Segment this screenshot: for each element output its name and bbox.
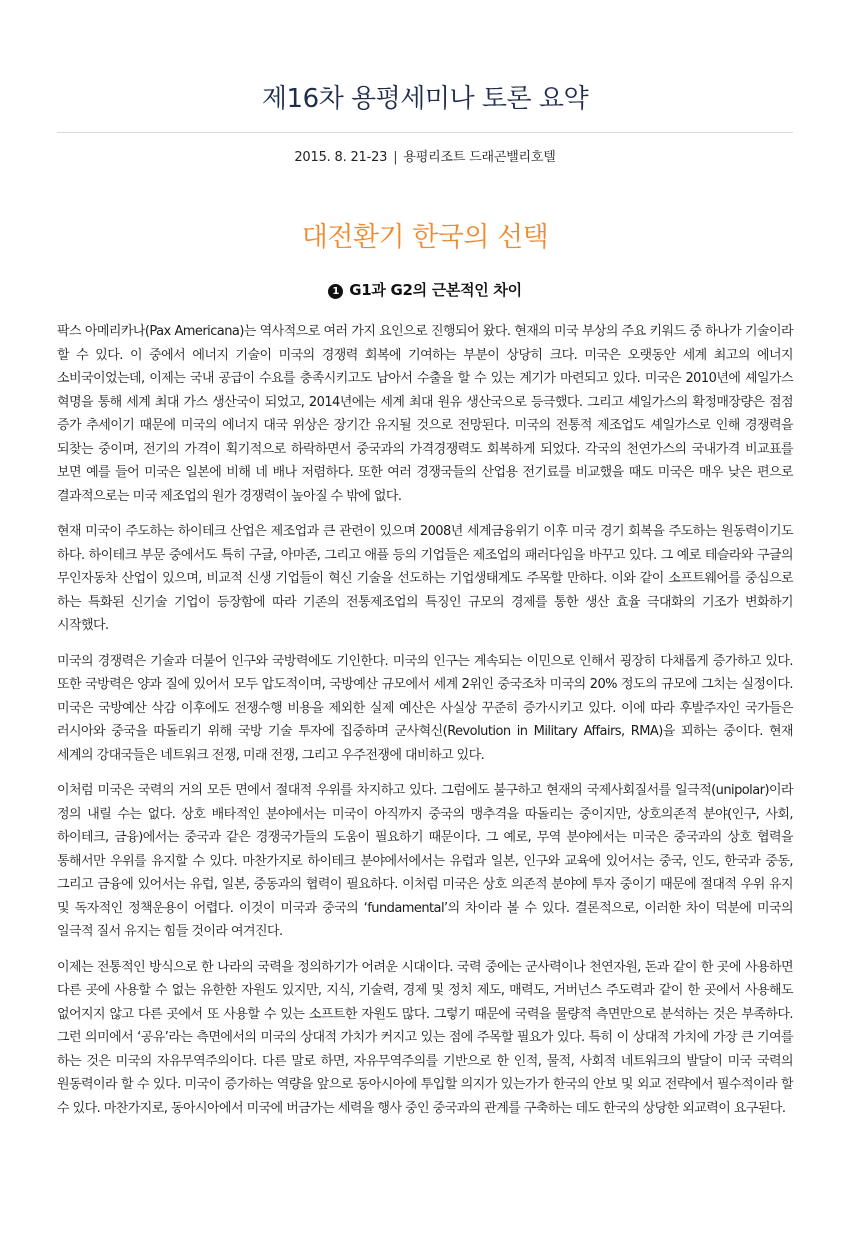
paragraph: 미국의 경쟁력은 기술과 더불어 인구와 국방력에도 기인한다. 미국의 인구는 계속되는 이민으로 인해서 굉장히 다채롭게 증가하고 있다. 또한 국방력은 양과 질에 있어서 모두 압도적이며, 국방예산 규모에서 세계 2위인 중국조차 미국의 20% 정도의 규모에 그치는 실정이다. 미국은 국방예산 삭감 이후에도 전쟁수행 비용을 제외한 실제 예산은 사실상 꾸준히 증가시키고 있다. 이에 따라 후발주자인 국가들은 러시아와 중국을 따돌리기 위해 국방 기술 투자에 집중하며 군사혁신(Revolution in Military Affairs, RMA)을 꾀하는 중이다. 현재 세계의 강대국들은 네트워크 전쟁, 미래 전쟁, 그리고 우주전쟁에 대비하고 있다. xyxy=(57,653,793,763)
paragraph: 이제는 전통적인 방식으로 한 나라의 국력을 정의하기가 어려운 시대이다. 국력 중에는 군사력이나 천연자원, 돈과 같이 한 곳에 사용하면 다른 곳에 사용할 수 없는 유한한 자원도 있지만, 지식, 기술력, 경제 및 정치 제도, 매력도, 거버넌스 주도력과 같이 한 곳에서 사용해도 없어지지 않고 다른 곳에서 또 사용할 수 있는 소프트한 자원도 많다. 그렇기 때문에 국력을 물량적 측면만으로 분석하는 것은 부족하다. 그런 의미에서 ‘공유’라는 측면에서의 미국의 상대적 가치가 커지고 있는 점에 주목할 필요가 있다. 특히 이 상대적 가치에 가장 큰 기여를 하는 것은 미국의 자유무역주의이다. 다른 말로 하면, 자유무역주의를 기반으로 한 인적, 물적, 사회적 네트워크의 발달이 미국 국력의 원동력이라 할 수 있다. 미국이 증가하는 역량을 앞으로 동아시아에 투입할 의지가 있는가가 한국의 안보 및 외교 전략에서 필수적이라 할 수 있다. 마찬가지로, 동아시아에서 미국에 버금가는 세력을 행사 중인 중국과의 관계를 구축하는 데도 한국의 상당한 외교력이 요구된다. xyxy=(57,959,793,1116)
meta-separator: | xyxy=(393,150,398,165)
document-page xyxy=(57,0,793,1132)
section-heading-text: G1과 G2의 근본적인 차이 xyxy=(349,281,522,299)
event-venue: 용평리조트 드래곤밸리호텔 xyxy=(403,150,556,165)
event-meta xyxy=(57,149,793,167)
paragraph: 현재 미국이 주도하는 하이테크 산업은 제조업과 큰 관련이 있으며 2008년 세계금융위기 이후 미국 경기 회복을 주도하는 원동력이기도 하다. 하이테크 부문 중에서도 특히 구글, 아마존, 그리고 애플 등의 기업들은 제조업의 패러다임을 바꾸고 있다. 그 예로 테슬라와 구글의 무인자동차 산업이 있으며, 비교적 신생 기업들이 혁신 기술을 선도하는 기업생태계도 주목할 만하다. 이와 같이 소프트웨어를 중심으로 하는 특화된 신기술 기업이 등장함에 따라 기존의 전통제조업의 특징인 규모의 경제를 통한 생산 효율 극대화의 기조가 변화하기 시작했다. xyxy=(57,524,793,633)
section-number-badge: 1 xyxy=(328,284,343,299)
document-title: 제16차 용평세미나 토론 요약 xyxy=(261,84,589,114)
section-heading xyxy=(57,280,793,300)
main-title: 대전환기 한국의 선택 xyxy=(301,222,549,253)
event-date: 2015. 8. 21-23 xyxy=(294,150,388,165)
paragraph: 팍스 아메리카나(Pax Americana)는 역사적으로 여러 가지 요인으로 진행되어 왔다. 현재의 미국 부상의 주요 키워드 중 하나가 기술이라 할 수 있다. 이 중에서 에너지 기술이 미국의 경쟁력 회복에 기여하는 부분이 상당히 크다. 미국은 오랫동안 세계 최고의 에너지 소비국이었는데, 이제는 국내 공급이 수요를 충족시키고도 남아서 수출을 할 수 있는 계기가 마련되고 있다. 미국은 2010년에 셰일가스 혁명을 통해 세계 최대 가스 생산국이 되었고, 2014년에는 세계 최대 원유 생산국으로 등극했다. 그리고 셰일가스의 확정매장량은 점점 증가 추세이기 때문에 미국의 에너지 대국 위상은 장기간 유지될 것으로 전망된다. 미국의 전통적 제조업도 셰일가스로 인해 경쟁력을 되찾는 중이며, 전기의 가격이 획기적으로 하락하면서 중국과의 가격경쟁력도 회복하게 되었다. 각국의 천연가스의 국내가격 비교표를 보면 예를 들어 미국은 일본에 비해 네 배나 저렴하다. 또한 여러 경쟁국들의 산업용 전기료를 비교했을 때도 미국은 매우 낮은 편으로 결과적으로는 미국 제조업의 원가 경쟁력이 높아질 수 밖에 없다. xyxy=(57,324,793,504)
body-text xyxy=(57,320,793,1120)
title-divider xyxy=(57,132,793,133)
paragraph: 이처럼 미국은 국력의 거의 모든 면에서 절대적 우위를 차지하고 있다. 그럼에도 불구하고 현재의 국제사회질서를 일극적(unipolar)이라 정의 내릴 수는 없다. 상호 배타적인 분야에서는 미국이 아직까지 중국의 맹추격을 따돌리는 중이지만, 상호의존적 분야(인구, 사회, 하이테크, 금융)에서는 중국과 같은 경쟁국가들의 도움이 필요하기 때문이다. 그 예로, 무역 분야에서는 미국은 중국과의 상호 협력을 통해서만 우위를 유지할 수 있다. 마찬가지로 하이테크 분야에서에서는 유럽과 일본, 인구와 교육에 있어서는 중국, 인도, 한국과 중동, 그리고 금융에 있어서는 유럽, 일본, 중동과의 협력이 필요하다. 이처럼 미국은 상호 의존적 분야에 투자 중이기 때문에 절대적 우위 유지 및 독자적인 정책운용이 어렵다. 이것이 미국과 중국의 ‘fundamental’의 차이라 볼 수 있다. 결론적으로, 이러한 차이 덕분에 미국의 일극적 질서 유지는 힘들 것이라 여겨진다. xyxy=(57,783,793,939)
